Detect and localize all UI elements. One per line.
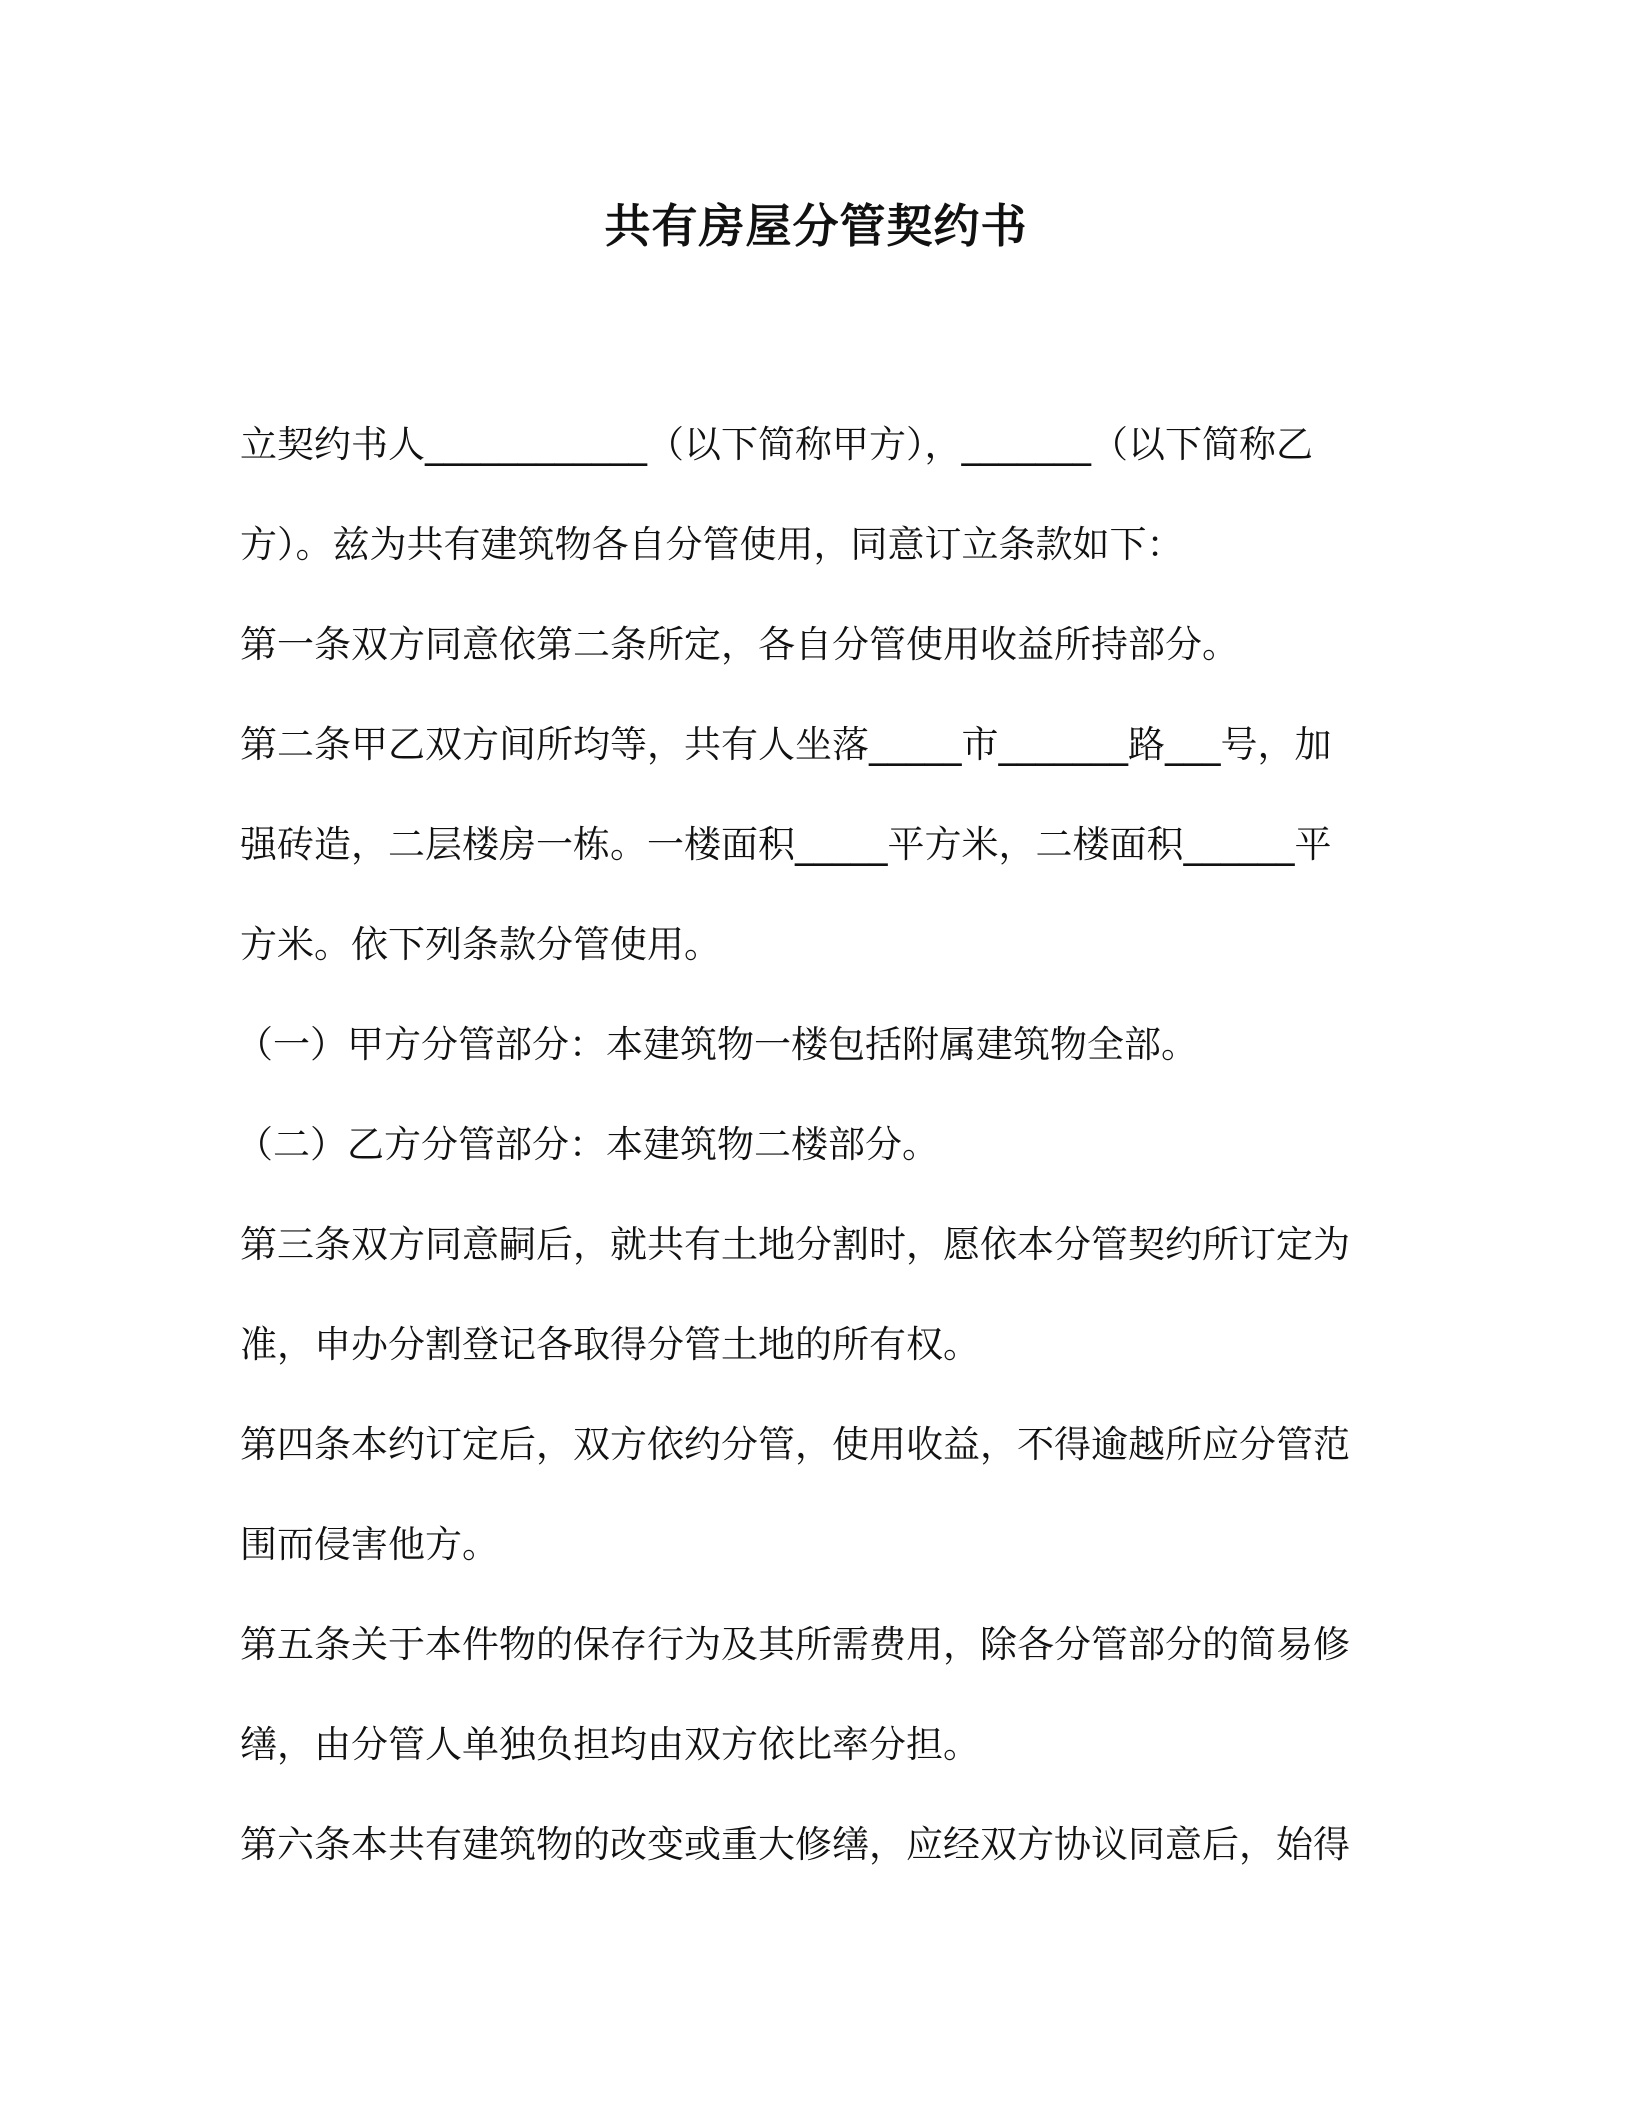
article-2-item-1: （一）甲方分管部分：本建筑物一楼包括附属建筑物全部。 bbox=[236, 1023, 1198, 1066]
article-2-line-3: 方米。依下列条款分管使用。 bbox=[240, 923, 721, 966]
paragraph-preamble-line-1: 立契约书人____________（以下简称甲方），_______（以下简称乙 bbox=[240, 423, 1313, 466]
paragraph-preamble-line-2: 方）。兹为共有建筑物各自分管使用，同意订立条款如下： bbox=[240, 523, 1184, 566]
article-5-line-1: 第五条关于本件物的保存行为及其所需费用，除各分管部分的简易修 bbox=[240, 1623, 1350, 1666]
article-2-item-2: （二）乙方分管部分：本建筑物二楼部分。 bbox=[236, 1123, 939, 1166]
article-4-line-1: 第四条本约订定后，双方依约分管，使用收益，不得逾越所应分管范 bbox=[240, 1423, 1350, 1466]
document-title: 共有房屋分管契约书 bbox=[604, 199, 1028, 253]
article-4-line-2: 围而侵害他方。 bbox=[240, 1523, 499, 1566]
article-5-line-2: 缮，由分管人单独负担均由双方依比率分担。 bbox=[240, 1723, 980, 1766]
article-6-line-1: 第六条本共有建筑物的改变或重大修缮，应经双方协议同意后，始得 bbox=[240, 1823, 1350, 1866]
article-3-line-2: 准，申办分割登记各取得分管土地的所有权。 bbox=[240, 1323, 980, 1366]
article-1-line-1: 第一条双方同意依第二条所定，各自分管使用收益所持部分。 bbox=[240, 623, 1239, 666]
article-2-line-1: 第二条甲乙双方间所均等，共有人坐落_____市_______路___号，加 bbox=[240, 723, 1332, 766]
article-2-line-2: 强砖造，二层楼房一栋。一楼面积_____平方米，二楼面积______平 bbox=[240, 823, 1332, 866]
article-3-line-1: 第三条双方同意嗣后，就共有土地分割时，愿依本分管契约所订定为 bbox=[240, 1223, 1350, 1266]
